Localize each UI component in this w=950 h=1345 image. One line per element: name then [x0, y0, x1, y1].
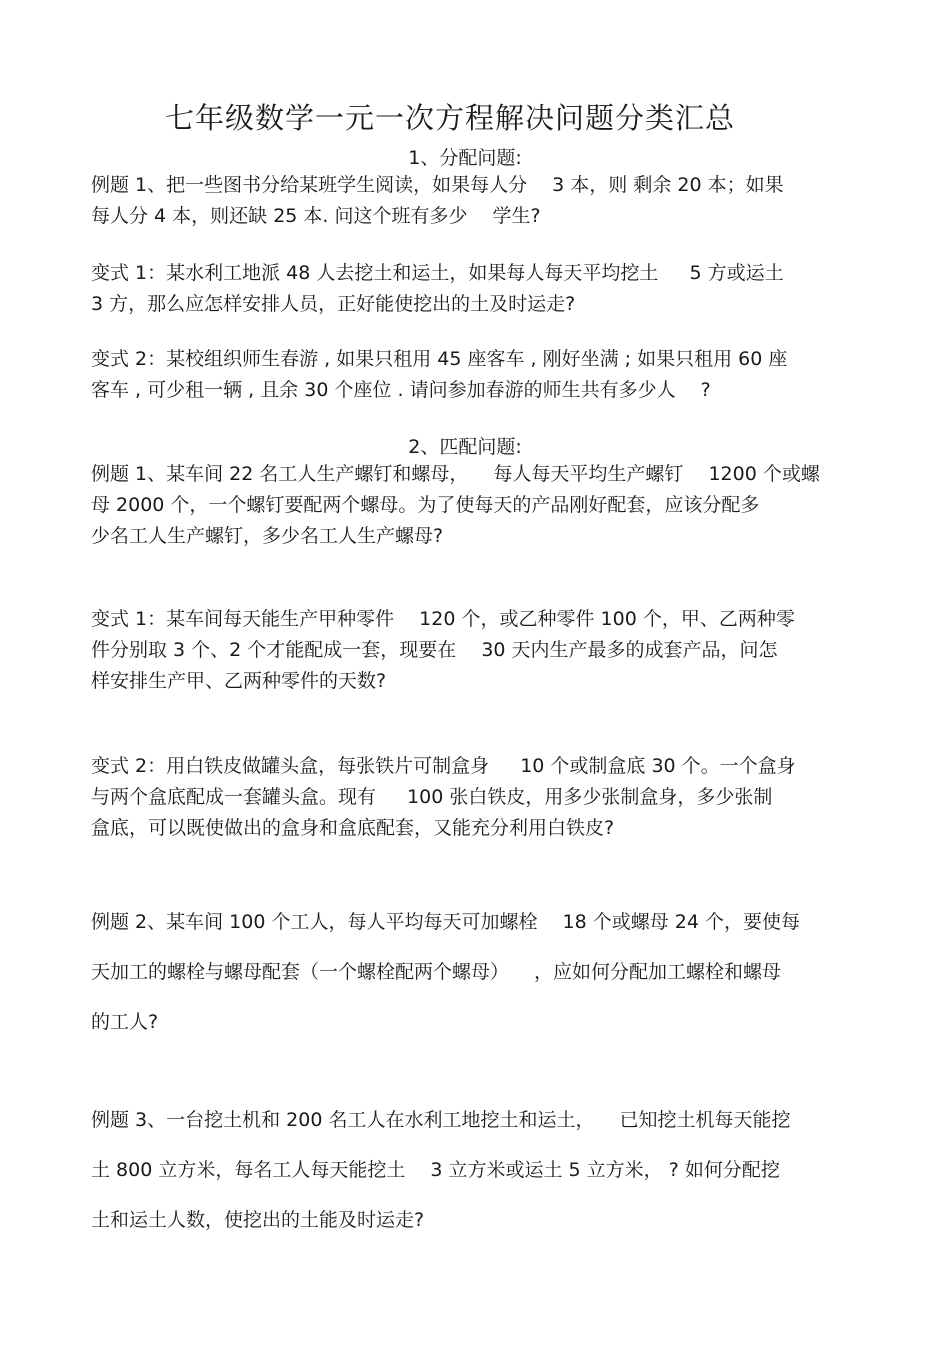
text-line: 天加工的螺栓与螺母配套（一个螺栓配两个螺母） ，应如何分配加工螺栓和螺母: [91, 961, 782, 983]
variant-1-allocation: [91, 258, 861, 320]
text-line: 土 800 立方米，每名工人每天能挖土 3 立方米或运土 5 立方米， ? 如何分配挖: [91, 1159, 780, 1181]
text-line: 例题 1、某车间 22 名工人生产螺钉和螺母， 每人每天平均生产螺钉 1200 个或螺: [91, 463, 820, 485]
text-line: 变式 2：某校组织师生春游 , 如果只租用 45 座客车 , 刚好坐满 ; 如果只租用 60 座: [91, 348, 788, 370]
text-line: 每人分 4 本，则还缺 25 本. 问这个班有多少 学生?: [91, 205, 541, 227]
text-line: 客车 , 可少租一辆 , 且余 30 个座位 . 请问参加春游的师生共有多少人 ?: [91, 379, 711, 401]
text-line: 例题 1、把一些图书分给某班学生阅读，如果每人分 3 本，则 剩余 20 本；如果: [91, 174, 784, 196]
page-title: 七年级数学一元一次方程解决问题分类汇总: [164, 101, 735, 135]
example-3-matching: [91, 1095, 861, 1245]
text-line: 例题 2、某车间 100 个工人，每人平均每天可加螺栓 18 个或螺母 24 个，要使每: [91, 911, 800, 933]
text-line: 3 方，那么应怎样安排人员，正好能使挖出的土及时运走?: [91, 293, 576, 315]
text-line: 样安排生产甲、乙两种零件的天数?: [91, 670, 387, 692]
section-heading-allocation: 1、分配问题:: [408, 147, 522, 169]
text-line: 少名工人生产螺钉，多少名工人生产螺母?: [91, 525, 444, 547]
text-line: 件分别取 3 个、2 个才能配成一套，现要在 30 天内生产最多的成套产品，问怎: [91, 639, 778, 661]
text-line: 土和运土人数，使挖出的土能及时运走?: [91, 1209, 425, 1231]
text-line: 例题 3、一台挖土机和 200 名工人在水利工地挖土和运土， 已知挖土机每天能挖: [91, 1109, 791, 1131]
text-line: 盒底，可以既使做出的盒身和盒底配套，又能充分利用白铁皮?: [91, 817, 615, 839]
text-line: 的工人?: [91, 1011, 159, 1033]
variant-1-matching: [91, 604, 861, 697]
section-heading-matching: 2、匹配问题:: [408, 436, 522, 458]
variant-2-matching: [91, 751, 861, 844]
example-1-matching: [91, 459, 861, 552]
text-line: 变式 2：用白铁皮做罐头盒，每张铁片可制盒身 10 个或制盒底 30 个。一个盒身: [91, 755, 796, 777]
text-line: 母 2000 个，一个螺钉要配两个螺母。为了使每天的产品刚好配套，应该分配多: [91, 494, 760, 516]
example-2-matching: [91, 897, 861, 1047]
variant-2-allocation: [91, 344, 861, 406]
text-line: 变式 1：某车间每天能生产甲种零件 120 个，或乙种零件 100 个，甲、乙两种零: [91, 608, 795, 630]
text-line: 与两个盒底配成一套罐头盒。现有 100 张白铁皮，用多少张制盒身，多少张制: [91, 786, 773, 808]
example-1-allocation: [91, 170, 861, 232]
text-line: 变式 1：某水利工地派 48 人去挖土和运土，如果每人每天平均挖土 5 方或运土: [91, 262, 784, 284]
